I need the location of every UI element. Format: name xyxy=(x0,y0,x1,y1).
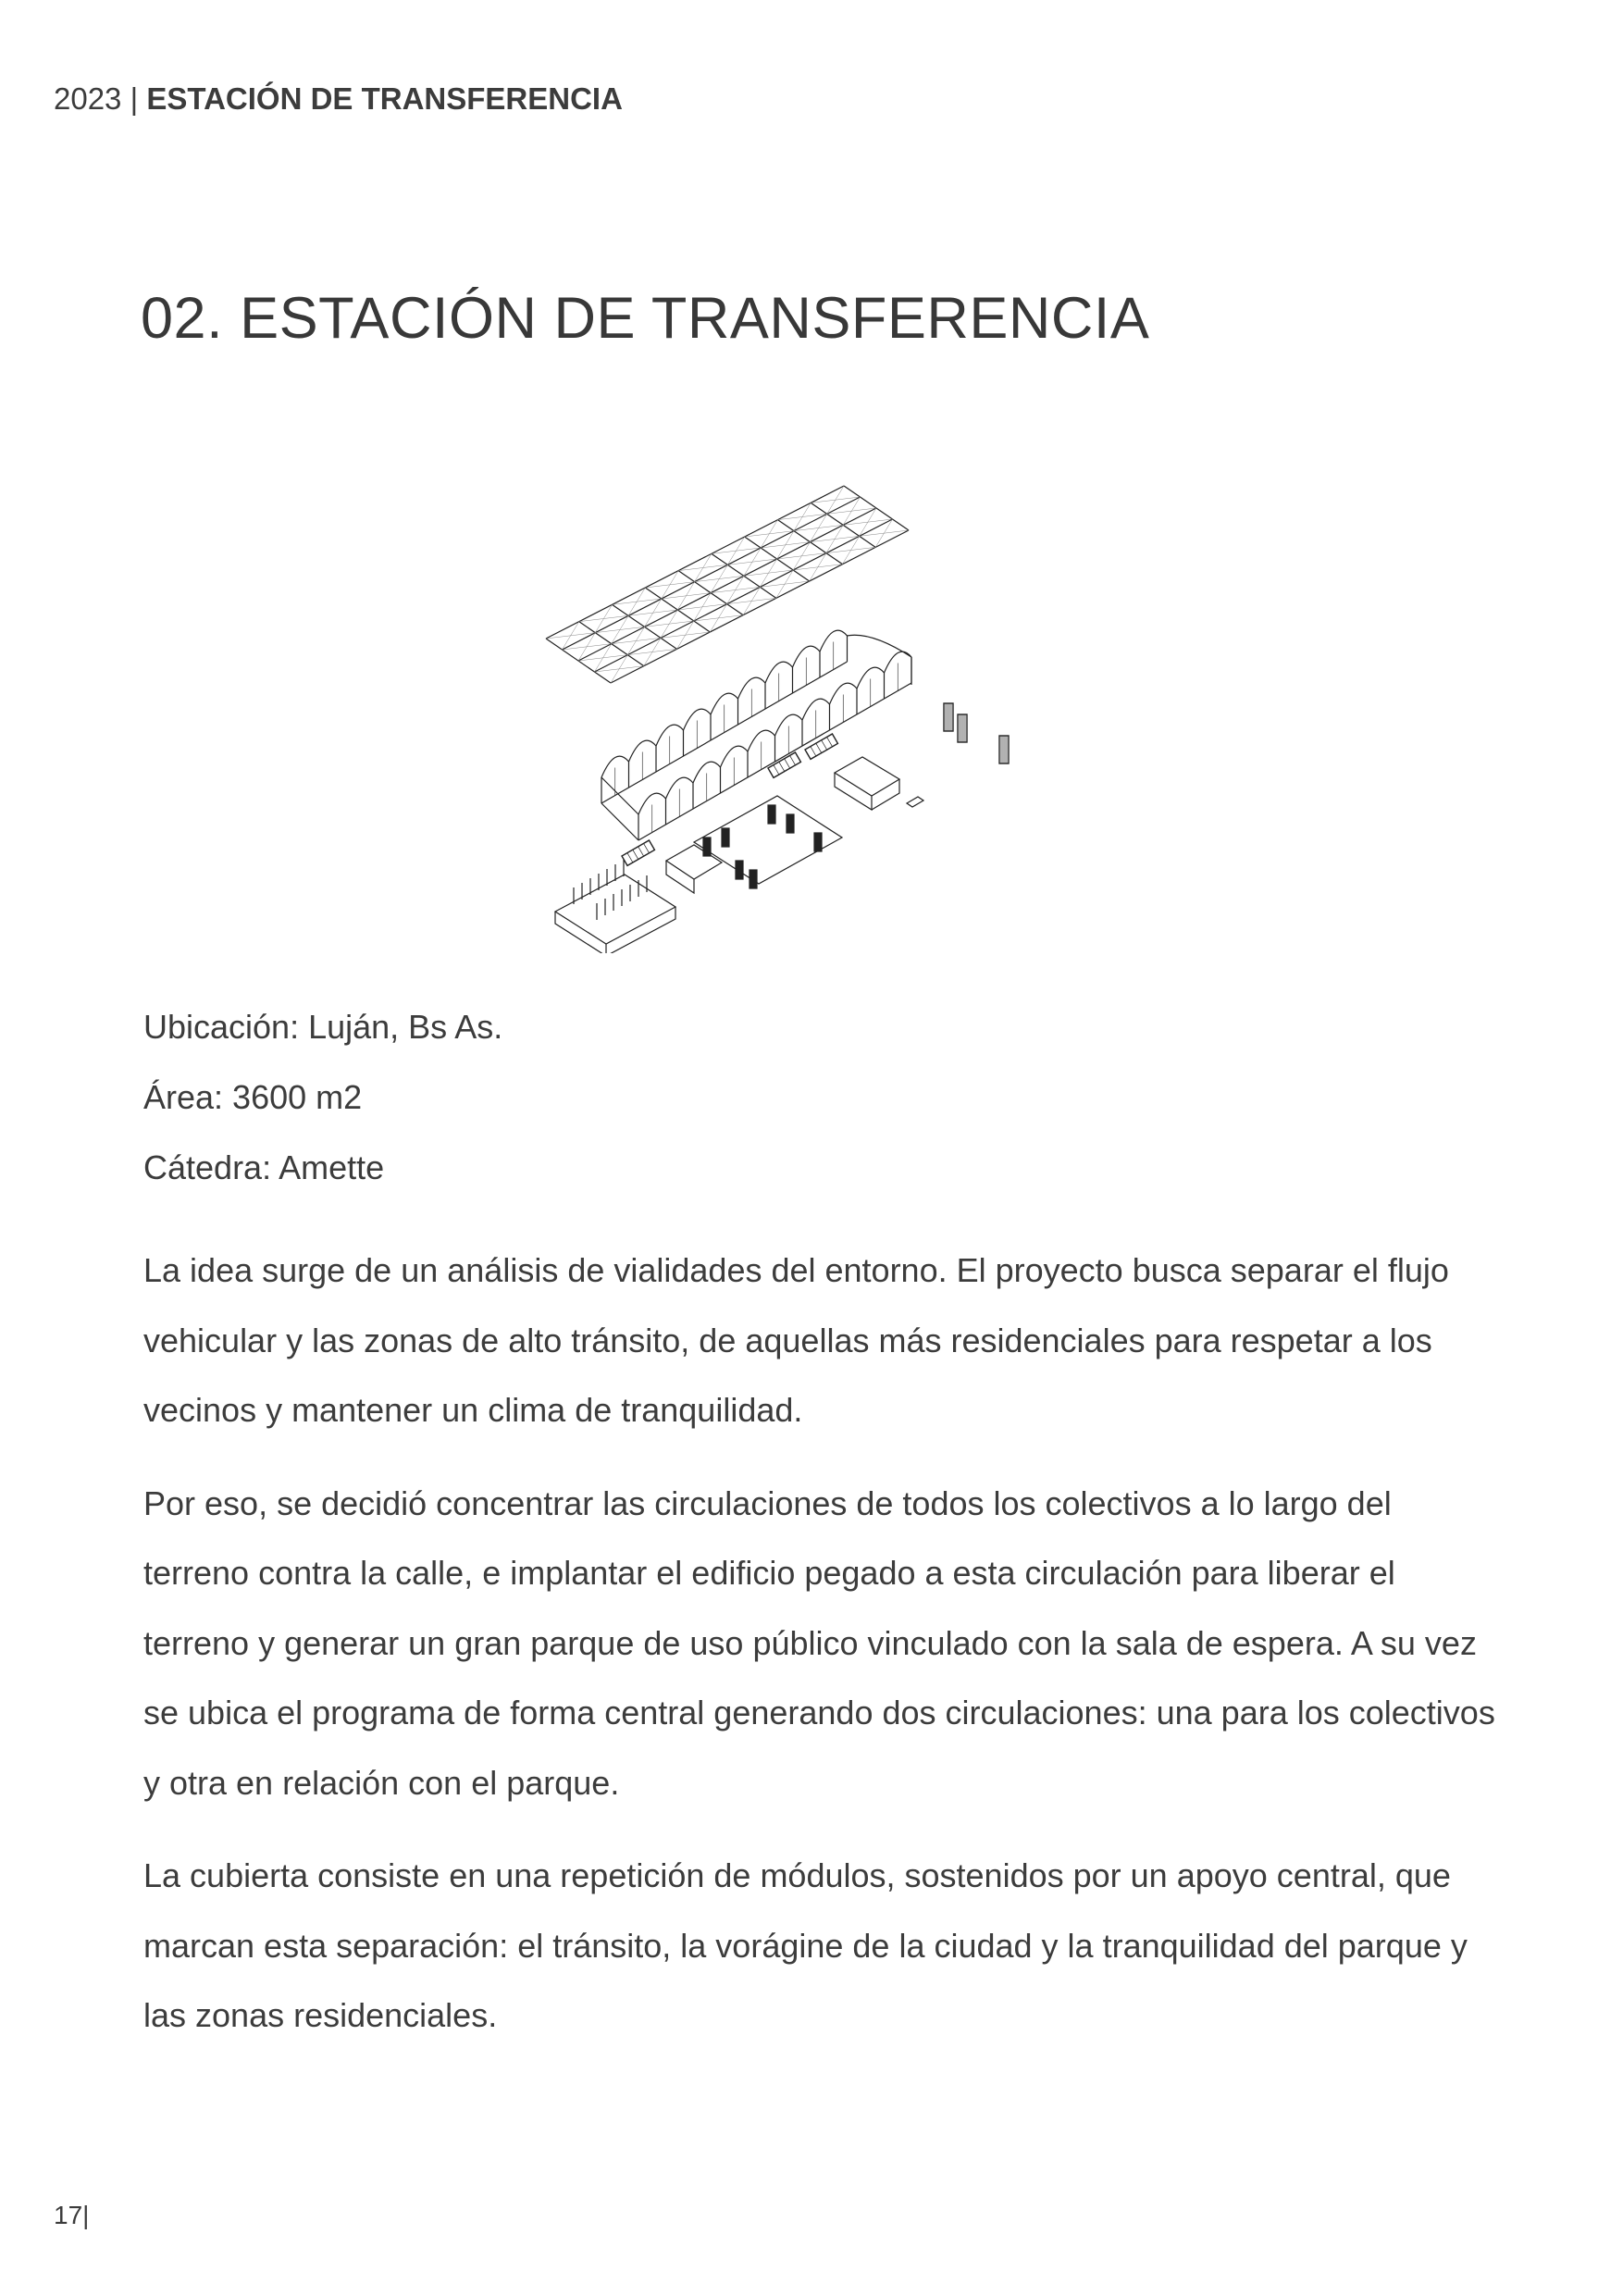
bus-window xyxy=(790,755,796,764)
header-year: 2023 xyxy=(54,81,122,116)
bus-window xyxy=(644,843,650,852)
central-program-column xyxy=(814,833,822,851)
bus-window xyxy=(822,740,827,750)
header-title: ESTACIÓN DE TRANSFERENCIA xyxy=(146,81,623,116)
volume-side xyxy=(835,773,872,810)
bus xyxy=(958,714,967,742)
arched-walls xyxy=(601,630,911,840)
bus-window xyxy=(638,847,644,856)
platform-side xyxy=(555,912,606,953)
meta-area: Área: 3600 m2 xyxy=(143,1078,363,1116)
central-program-column xyxy=(768,805,775,824)
page-number: 17| xyxy=(54,2201,90,2229)
axonometric-drawing-svg xyxy=(537,416,1055,953)
roof-grid-line xyxy=(611,530,909,683)
roof-grid-line xyxy=(546,486,844,639)
page-title: 02. ESTACIÓN DE TRANSFERENCIA xyxy=(141,286,1150,351)
running-header xyxy=(54,81,623,117)
central-program-column xyxy=(736,861,743,879)
platform-floor xyxy=(555,875,675,944)
small-volume xyxy=(907,797,923,807)
bus-body xyxy=(805,734,837,759)
paragraph-2: Por eso, se decidió concentrar las circulaciones de todos los colectivos a lo largo del terreno contra la calle, e implantar el edificio pegado a esta circulación para liberar el terreno y generar un gran parque de uso público vinculado con la sala de espera. A su vez se ubica el programa de forma central generando dos circulaciones: una para los colectivos y otra en relación con el parque. xyxy=(143,1483,1495,1802)
header-separator: | xyxy=(121,81,147,116)
central-program-column xyxy=(787,814,794,833)
bus-window xyxy=(774,765,779,775)
bus xyxy=(622,840,654,865)
bus-body xyxy=(944,703,953,731)
bus-body xyxy=(958,714,967,742)
bus-window xyxy=(785,759,790,768)
roof-grid-line xyxy=(595,519,893,672)
body-text xyxy=(143,1235,1504,2074)
bus-window xyxy=(779,762,785,771)
central-program-column xyxy=(722,828,729,847)
bus-window xyxy=(816,743,822,752)
bus-body xyxy=(622,840,654,865)
meta-catedra: Cátedra: Amette xyxy=(143,1148,385,1186)
roof-grid-line xyxy=(563,497,861,650)
paragraph-1: La idea surge de un análisis de vialidades del entorno. El proyecto busca separar el flujo vehicular y las zonas de alto tránsito, de aquellas más residenciales para respetar a los vecinos y mantener un clima de tranquilidad. xyxy=(143,1251,1449,1429)
bus xyxy=(999,736,1009,763)
wall-base xyxy=(601,662,848,803)
roof-grid-line xyxy=(578,508,876,661)
platform-side xyxy=(606,907,675,953)
bus-window xyxy=(627,853,633,863)
axonometric-figure xyxy=(537,416,1055,953)
bus-window xyxy=(811,747,816,756)
stair-block xyxy=(666,845,722,879)
central-program-column xyxy=(750,870,757,888)
bus-window xyxy=(827,737,833,746)
paragraph-3: La cubierta consiste en una repetición de módulos, sostenidos por un apoyo central, que marcan esta separación: el tránsito, la vorágine de la ciudad y la tranquilidad del parque y las zonas residenciales. xyxy=(143,1856,1468,2034)
bus xyxy=(944,703,953,731)
bus-body xyxy=(999,736,1009,763)
meta-location: Ubicación: Luján, Bs As. xyxy=(143,1008,503,1046)
bus xyxy=(805,734,837,759)
wall-end-curve xyxy=(847,635,911,657)
roof-grid xyxy=(546,486,909,683)
volume-side xyxy=(872,779,899,810)
volume-top xyxy=(835,757,899,796)
bus-window xyxy=(633,850,638,859)
project-meta xyxy=(143,1004,502,1215)
